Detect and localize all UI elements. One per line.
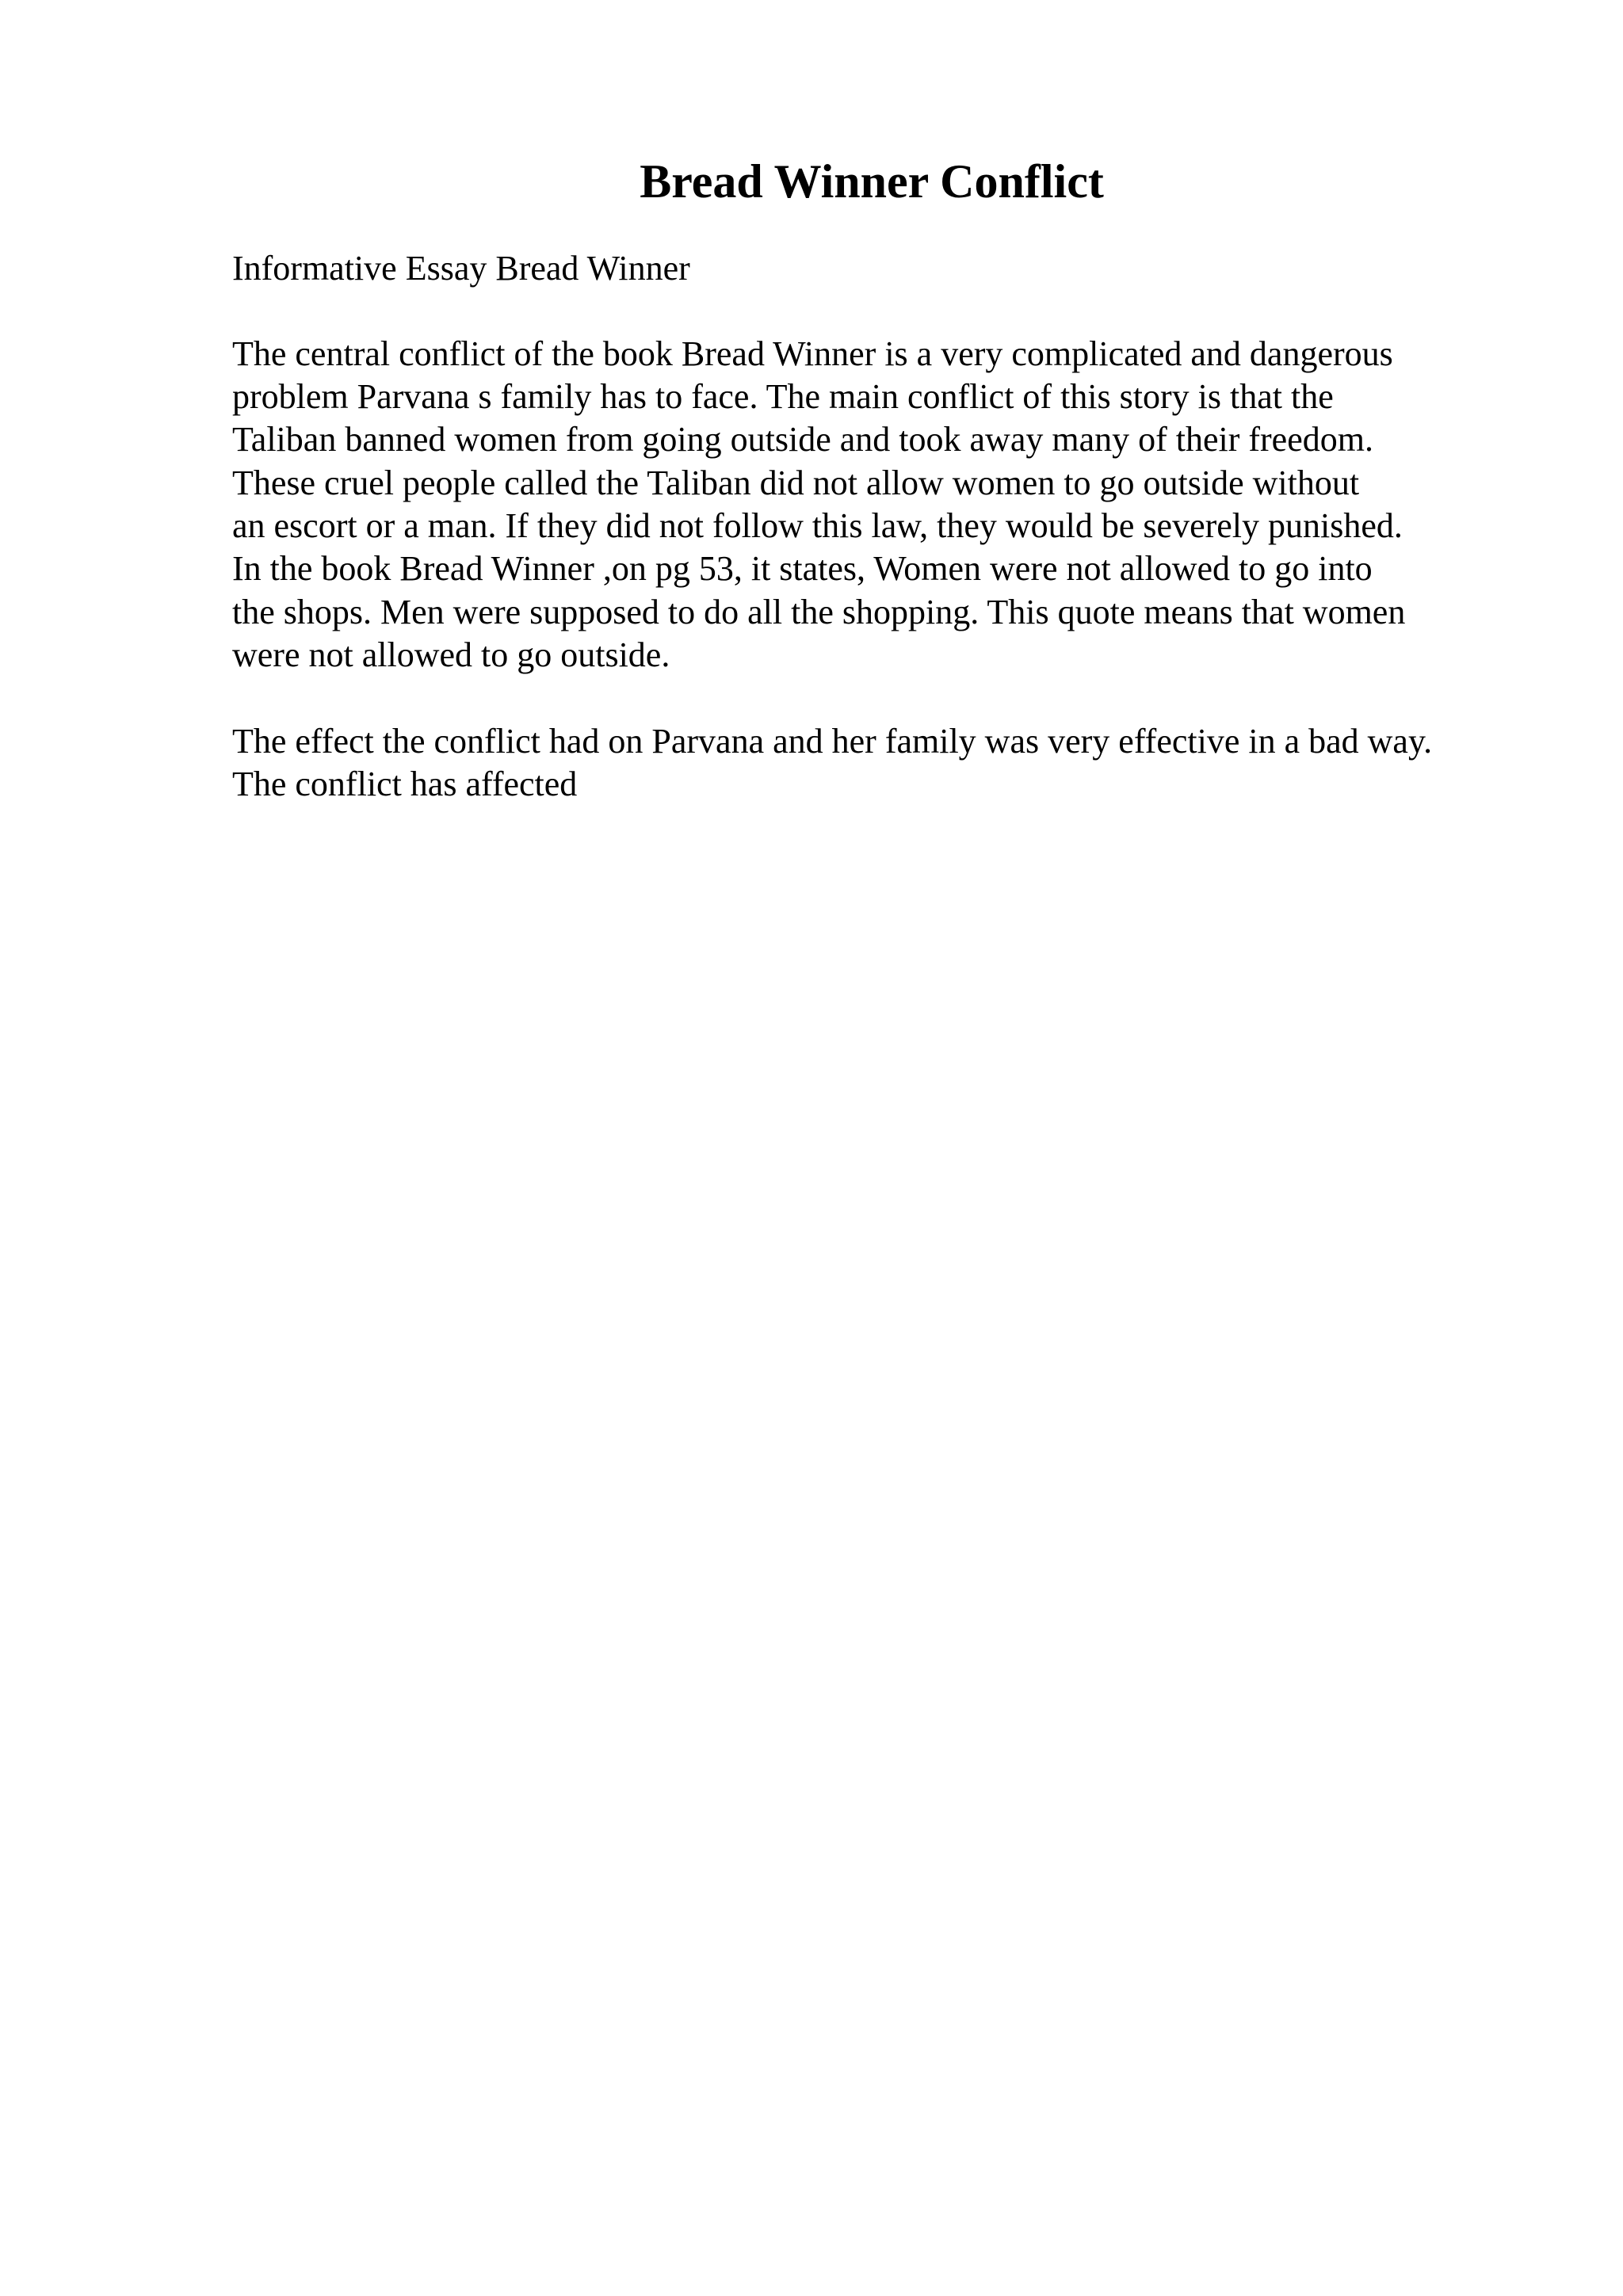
paragraph-line: the shops. Men were supposed to do all the shopping. This quote means that women xyxy=(232,593,1406,631)
paragraph-line: an escort or a man. If they did not follow this law, they would be severely punished. xyxy=(232,506,1403,545)
paragraph-line: Taliban banned women from going outside and took away many of their freedom. xyxy=(232,420,1373,459)
paragraph-line: The conflict has affected xyxy=(232,765,578,803)
paragraph-line: were not allowed to go outside. xyxy=(232,635,670,674)
document-title: Bread Winner Conflict xyxy=(640,155,1104,208)
document-subtitle: Informative Essay Bread Winner xyxy=(232,249,690,288)
paragraph-line: The central conflict of the book Bread Winner is a very complicated and dangerous xyxy=(232,334,1393,373)
paragraph-line: The effect the conflict had on Parvana and her family was very effective in a bad way. xyxy=(232,722,1433,761)
paragraph-line: In the book Bread Winner ,on pg 53, it states, Women were not allowed to go into xyxy=(232,549,1373,588)
paragraph-line: problem Parvana s family has to face. The main conflict of this story is that the xyxy=(232,377,1334,416)
paragraph-line: These cruel people called the Taliban did not allow women to go outside without xyxy=(232,463,1360,502)
